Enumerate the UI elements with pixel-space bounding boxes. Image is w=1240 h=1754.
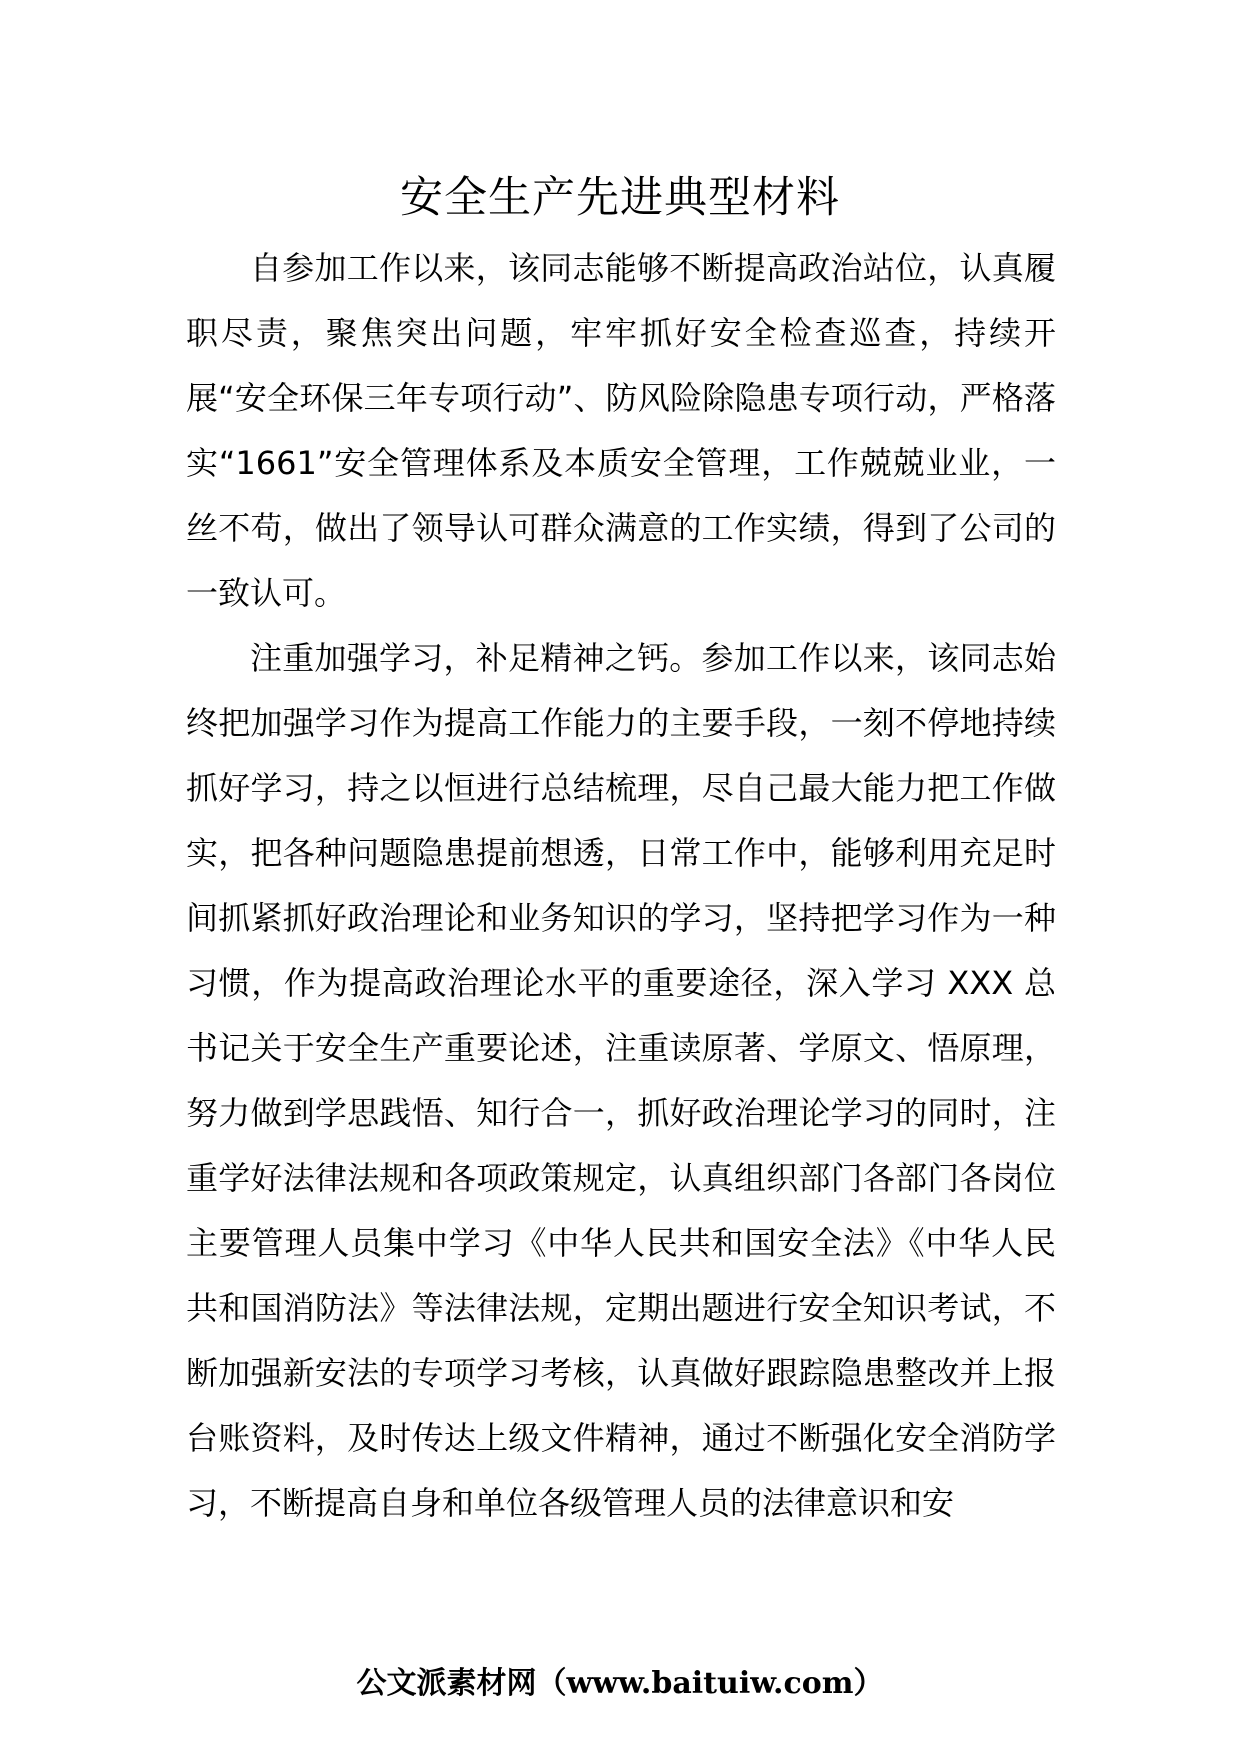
document-body — [186, 236, 1056, 1536]
document-title: 安全生产先进典型材料 — [400, 173, 840, 223]
paragraph-intro: 自参加工作以来，该同志能够不断提高政治站位，认真履职尽责，聚焦突出问题，牢牢抓好安全检查巡查，持续开展“安全环保三年专项行动”、防风险除隐患专项行动，严格落实“1661”安全管理体系及本质安全管理，工作兢兢业业，一丝不苟，做出了领导认可群众满意的工作实绩，得到了公司的一致认可。 — [186, 249, 1056, 612]
paragraph-study: 注重加强学习，补足精神之钙。参加工作以来，该同志始终把加强学习作为提高工作能力的主要手段，一刻不停地持续抓好学习，持之以恒进行总结梳理，尽自己最大能力把工作做实，把各种问题隐患提前想透，日常工作中，能够利用充足时间抓紧抓好政治理论和业务知识的学习，坚持把学习作为一种习惯，作为提高政治理论水平的重要途径，深入学习 XXX 总书记关于安全生产重要论述，注重读原著、学原文、悟原理，努力做到学思践悟、知行合一，抓好政治理论学习的同时，注重学好法律法规和各项政策规定，认真组织部门各部门各岗位主要管理人员集中学习《中华人民共和国安全法》《中华人民共和国消防法》等法律法规，定期出题进行安全知识考试，不断加强新安法的专项学习考核，认真做好跟踪隐患整改并上报台账资料，及时传达上级文件精神，通过不断强化安全消防学习，不断提高自身和单位各级管理人员的法律意识和安 — [186, 639, 1056, 1522]
watermark-footer: 公文派素材网（www.baituiw.com） — [356, 1666, 884, 1701]
